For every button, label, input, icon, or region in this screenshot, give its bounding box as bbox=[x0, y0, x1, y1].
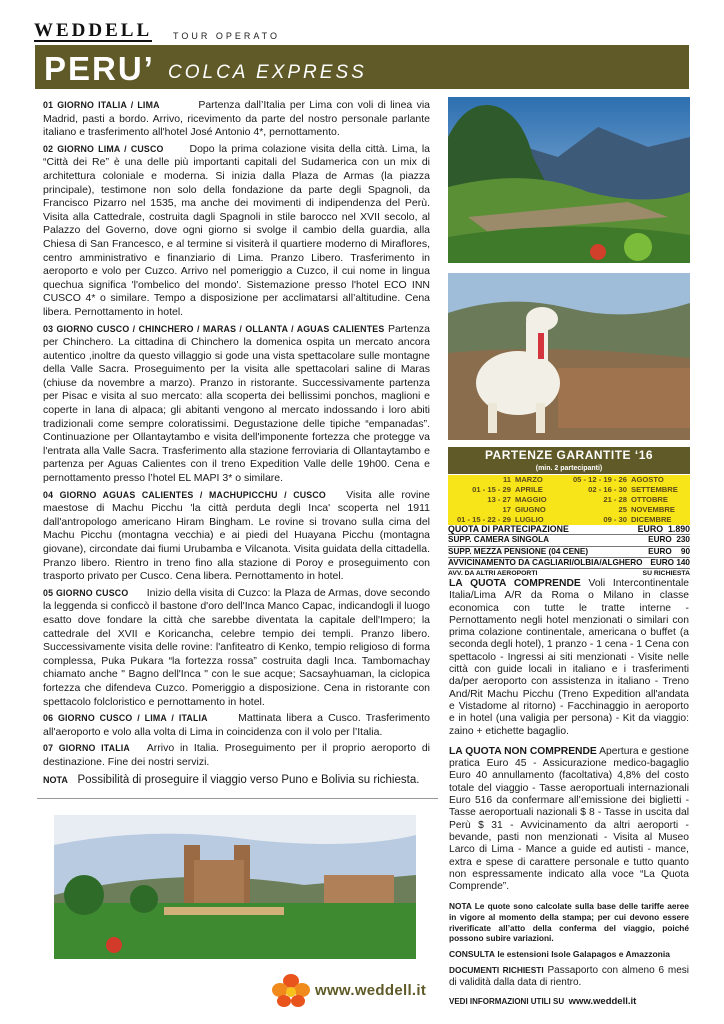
departure-month: LUGLIO bbox=[515, 515, 544, 524]
itinerary-day bbox=[43, 742, 430, 769]
departure-month: OTTOBRE bbox=[631, 495, 668, 504]
itinerary-day bbox=[43, 587, 430, 709]
excludes-label: LA QUOTA NON COMPRENDE bbox=[449, 745, 597, 757]
departure-days: 01 - 15 - 22 - 29 bbox=[456, 515, 511, 524]
departure-days: 17 bbox=[502, 505, 511, 514]
day-heading: 01 GIORNO ITALIA / LIMA bbox=[43, 100, 160, 110]
departure-month: MARZO bbox=[515, 475, 543, 484]
documents-block bbox=[449, 964, 689, 990]
departure-days: 01 - 15 - 29 bbox=[472, 485, 511, 494]
day-text: Visita alle rovine maestose di Machu Picchu 'la città perduta degli Inca' scoperta nel 1911 dall'antropologo americano Hiram Bingham. Le rovine si trovano sulla cima del Machu Picchu (montagna vecchia) e ai piedi del Huayana Picchu (montagna giovane), circondate dai fiumi Urubamba e Vilcanota. Visita guidata della cittadella. Pranzo libero. Rientro in treno fino alla stazione di Poroy e proseguimento con trasporto privato per Cusco. Cena libera. Pernottamento in hotel. bbox=[43, 488, 431, 583]
price-label: QUOTA DI PARTECIPAZIONE bbox=[448, 524, 569, 534]
tour-name: COLCA EXPRESS bbox=[168, 62, 367, 83]
departure-row bbox=[448, 495, 690, 505]
departure-month: DICEMBRE bbox=[631, 515, 672, 524]
price-note: NOTA Le quote sono calcolate sulla base delle tariffe aeree in vigore al momento della stampa; per cui devono essere riverificate all’atto della conferma del viaggio, poiché possono subire variazioni. bbox=[449, 901, 689, 944]
price-value: EURO 1.890 bbox=[637, 524, 690, 534]
price-value: EURO 90 bbox=[648, 546, 690, 556]
conditions bbox=[449, 578, 689, 1008]
itinerary-day bbox=[43, 712, 430, 739]
itinerary-day bbox=[43, 489, 430, 584]
day-heading: 02 GIORNO LIMA / CUSCO bbox=[43, 143, 164, 154]
day-heading: 04 GIORNO AGUAS CALIENTES / MACHUPICCHU / CUSCO bbox=[43, 489, 326, 500]
price-value: EURO 230 bbox=[648, 535, 690, 545]
flower-logo-icon bbox=[271, 973, 311, 1009]
day-text: Inizio della visita di Cuzco: la Plaza de Armas, dove secondo la leggenda si conficcò il bastone d'oro dell'Inca Manco Capac, indicandogli il luogo esatto dove fondare la città che sarebbe diventata la capitale dell'Impero; la cattedrale del XVII e Koricancha, celebre tempio dei templi. Pranzo libero. Successivamente visita delle rovine: l'anfiteatro di Kenko, tempio religioso di forma complessa, Puka Pukara “la fortezza rossa” costruita dagli Inca. Tambomachay chiamato anche " Bagno dell'Inca " con le sue acque; Sacsayhuaman, la ciclopica fortezza che difendeva Cuzco. Pomeriggio a disposizione. Cena in ristorante con spettacolo folcloristico e pernottamento in hotel. bbox=[43, 586, 430, 708]
documents-text: Passaporto con almeno 6 mesi di validità dalla data di rientro. bbox=[449, 965, 690, 989]
photo-machu-picchu bbox=[448, 97, 690, 263]
info-link[interactable]: www.weddell.it bbox=[568, 995, 637, 1007]
documents-label: DOCUMENTI RICHIESTI bbox=[449, 965, 544, 976]
departure-row bbox=[448, 475, 690, 485]
day-heading: 06 GIORNO CUSCO / LIMA / ITALIA bbox=[43, 713, 208, 724]
note-text: Possibilità di proseguire il viaggio verso Puno e Bolivia su richiesta. bbox=[77, 773, 420, 786]
departure-month: SETTEMBRE bbox=[631, 485, 678, 494]
departure-month: APRILE bbox=[515, 485, 543, 494]
price-label: AVV. DA ALTRI AEROPORTI bbox=[448, 570, 538, 578]
consulta-text: le estensioni Isole Galapagos e Amazzonia bbox=[497, 948, 670, 959]
departure-month: GIUGNO bbox=[515, 505, 546, 514]
day-text: Dopo la prima colazione visita della città. Lima, la “Città dei Re” è una delle più importanti capitali del Sudamerica con un mix di architettura coloniale e moderna. Si inizia dalla Plaza de Armas (la piazza principale), testimone non solo della fondazione da parte degli Spagnoli, da Francisco Pizarro nel 1535, ma anche dei movimenti di indipendenza del Perù. Visita alla Cattedrale, costruita dagli Spagnoli in stile barocco nel XVII secolo, al Palazzo del Governo, dove ogni giorno si svolge il cambio della guardia, alla Chiesa di San Francesco, e al termine si visiterà il quartiere moderno di Miraflores, centro amministrativo e finanziario di Lima. Pranzo Libero. Trasferimento in aeroporto e volo per Cuzco. Arrivo nel pomeriggio a Cuzco, il cui nome in lingua quechua significa 'l'ombelico del mondo'. Sistemazione presso l'hotel ECO INN CUSCO 4* o similare. Tempo a disposizione per acclimatarsi all’altitudine. Cena libera. Pernottamento in hotel. bbox=[43, 142, 430, 318]
includes-label: LA QUOTA COMPRENDE bbox=[449, 578, 581, 589]
price-label: AVVICINAMENTO DA CAGLIARI/OLBIA/ALGHERO bbox=[448, 557, 643, 567]
departure-month: AGOSTO bbox=[631, 475, 664, 484]
includes-block bbox=[449, 578, 689, 738]
itinerary-day bbox=[43, 99, 430, 140]
day-heading: 05 GIORNO CUSCO bbox=[43, 587, 129, 598]
day-text: Arrivo in Italia. Proseguimento per il proprio aeroporto di destinazione. Fine dei nostri servizi. bbox=[43, 742, 430, 768]
info-line bbox=[449, 996, 689, 1008]
extensions-note bbox=[449, 948, 689, 960]
departure-days: 02 - 16 - 30 bbox=[588, 485, 627, 494]
day-heading: 07 GIORNO ITALIA bbox=[43, 743, 130, 754]
brand-logo: WEDDELL bbox=[34, 20, 153, 41]
departures-title: PARTENZE GARANTITE ‘16 bbox=[448, 447, 690, 463]
departure-month: NOVEMBRE bbox=[631, 505, 675, 514]
itinerary-day bbox=[43, 323, 430, 486]
departure-days: 11 bbox=[502, 475, 511, 484]
footer-website[interactable]: www.weddell.it bbox=[315, 982, 427, 999]
info-label: VEDI INFORMAZIONI UTILI SU bbox=[449, 996, 565, 1006]
day-text: Partenza per Chinchero. La cittadina di Chinchero la domenica ospita un mercato ancora autentico ,inoltre da questo villaggio si gode una vista spettacolare sulle montagne della Valle Sacra. Proseguimento per la visita alle spettacolari saline di Maras (chiuse da novembre a marzo). Pranzo in ristorante. Successivamente partenza per Pisac e visita al suo mercato: alla scoperta dei bellissimi ponchos, maglioni e coperte in lana di alpaca; gli abitanti vengono al mercato indossando i loro abiti tradizionali come sempre coloratissimi. Degustazione delle tipiche “empanadas”. Continuazione per Ollantaytambo e visita dell'imponente fortezza che protegge va l'entrata alla Valle Sacra. Trasferimento alla stazione ferroviaria di Ollantaytambo e partenza per Aguas Calientes con il treno Expedition Valle delle 19h00. Cena e pernottamento presso l’hotel EL MAPI 3* o similare. bbox=[43, 322, 430, 485]
brand-tagline: TOUR OPERATO bbox=[173, 31, 281, 41]
departure-row bbox=[448, 505, 690, 515]
departure-days: 13 - 27 bbox=[487, 495, 511, 504]
price-table bbox=[448, 524, 690, 579]
note-label: NOTA bbox=[43, 774, 68, 785]
departure-days: 09 - 30 bbox=[603, 515, 627, 524]
departure-days: 05 - 12 - 19 - 26 bbox=[572, 475, 627, 484]
price-value: SU RICHIESTA bbox=[642, 570, 690, 578]
price-label: SUPP. CAMERA SINGOLA bbox=[448, 535, 549, 545]
price-row bbox=[448, 535, 690, 546]
price-row bbox=[448, 547, 690, 558]
photo-cusco-cathedral bbox=[54, 815, 416, 959]
page-title: PERU’ bbox=[44, 50, 155, 87]
consulta-label: CONSULTA bbox=[449, 948, 495, 959]
day-text: Mattinata libera a Cusco. Trasferimento all'aeroporto e volo alla volta di Lima in coincidenza con il volo per l’Italia. bbox=[43, 712, 431, 738]
price-row bbox=[448, 558, 690, 569]
price-row bbox=[448, 524, 690, 535]
departure-days: 21 - 28 bbox=[603, 495, 627, 504]
departure-month: MAGGIO bbox=[515, 495, 547, 504]
photo-alpaca bbox=[448, 273, 690, 440]
departures-subtitle: (min. 2 partecipanti) bbox=[448, 463, 690, 474]
departure-row bbox=[448, 485, 690, 495]
departures-table bbox=[448, 475, 690, 525]
day-heading: 03 GIORNO CUSCO / CHINCHERO / MARAS / OLLANTA / AGUAS CALIENTES bbox=[43, 323, 385, 334]
price-label: SUPP. MEZZA PENSIONE (04 CENE) bbox=[448, 546, 589, 556]
excludes-block bbox=[449, 746, 689, 894]
itinerary-day bbox=[43, 143, 430, 320]
departure-days: 25 bbox=[618, 505, 627, 514]
extension-note bbox=[43, 773, 430, 787]
day-text: Partenza dall’Italia per Lima con voli di linea via Madrid, pasti a bordo. Arrivo, ricevimento da parte del nostro personale parlante italiano e trasferimento all'hotel José Antonio 4*, pernottamento. bbox=[43, 99, 430, 139]
includes-text: Voli Intercontinentale Italia/Lima A/R da Roma o Milano in classe economica con tutte le tratte interne - Pernottamento negli hotel menzionati o similari con prima colazione continentale, americana o buffet (a seconda degli hotel), 1 pranzo - 1 cena - 1 Cena con spettacolo - Ingressi ai siti menzionati - Visite nelle città con guide locali in italiano e i trasferimenti da/per aeroporto con assistenza in italiano - Treno And/Rit Machu Picchu (Treno Expedition all'andata e Vistadome al ritorno) - Facchinaggio in aeroporto e in hotel (una valigia per persona) - Kit da viaggio: zaino + etichette bagaglio. bbox=[449, 578, 689, 737]
price-value: EURO 140 bbox=[650, 557, 690, 567]
itinerary bbox=[43, 99, 430, 787]
divider bbox=[37, 798, 438, 799]
excludes-text: Apertura e gestione pratica Euro 45 - Assicurazione medico-bagaglio Euro 40 annullamento (facoltativa) 4,8% del costo totale del viaggio - Tasse aeroportuali internazionali Euro 516 da confermare all’emissione dei biglietti - Tasse aeroportuali nazionali $ 8 - Tasse in uscita dal Perù $ 31 - Avvicinamento da altri aeroporti - bevande, pasti non menzionati - Visita al Museo Larco di Lima - Mance a guide ed autisti - mance, extra e spese di carattere personale e tutto quanto non espressamente indicato alla voce “La Quota Comprende”. bbox=[449, 745, 690, 893]
